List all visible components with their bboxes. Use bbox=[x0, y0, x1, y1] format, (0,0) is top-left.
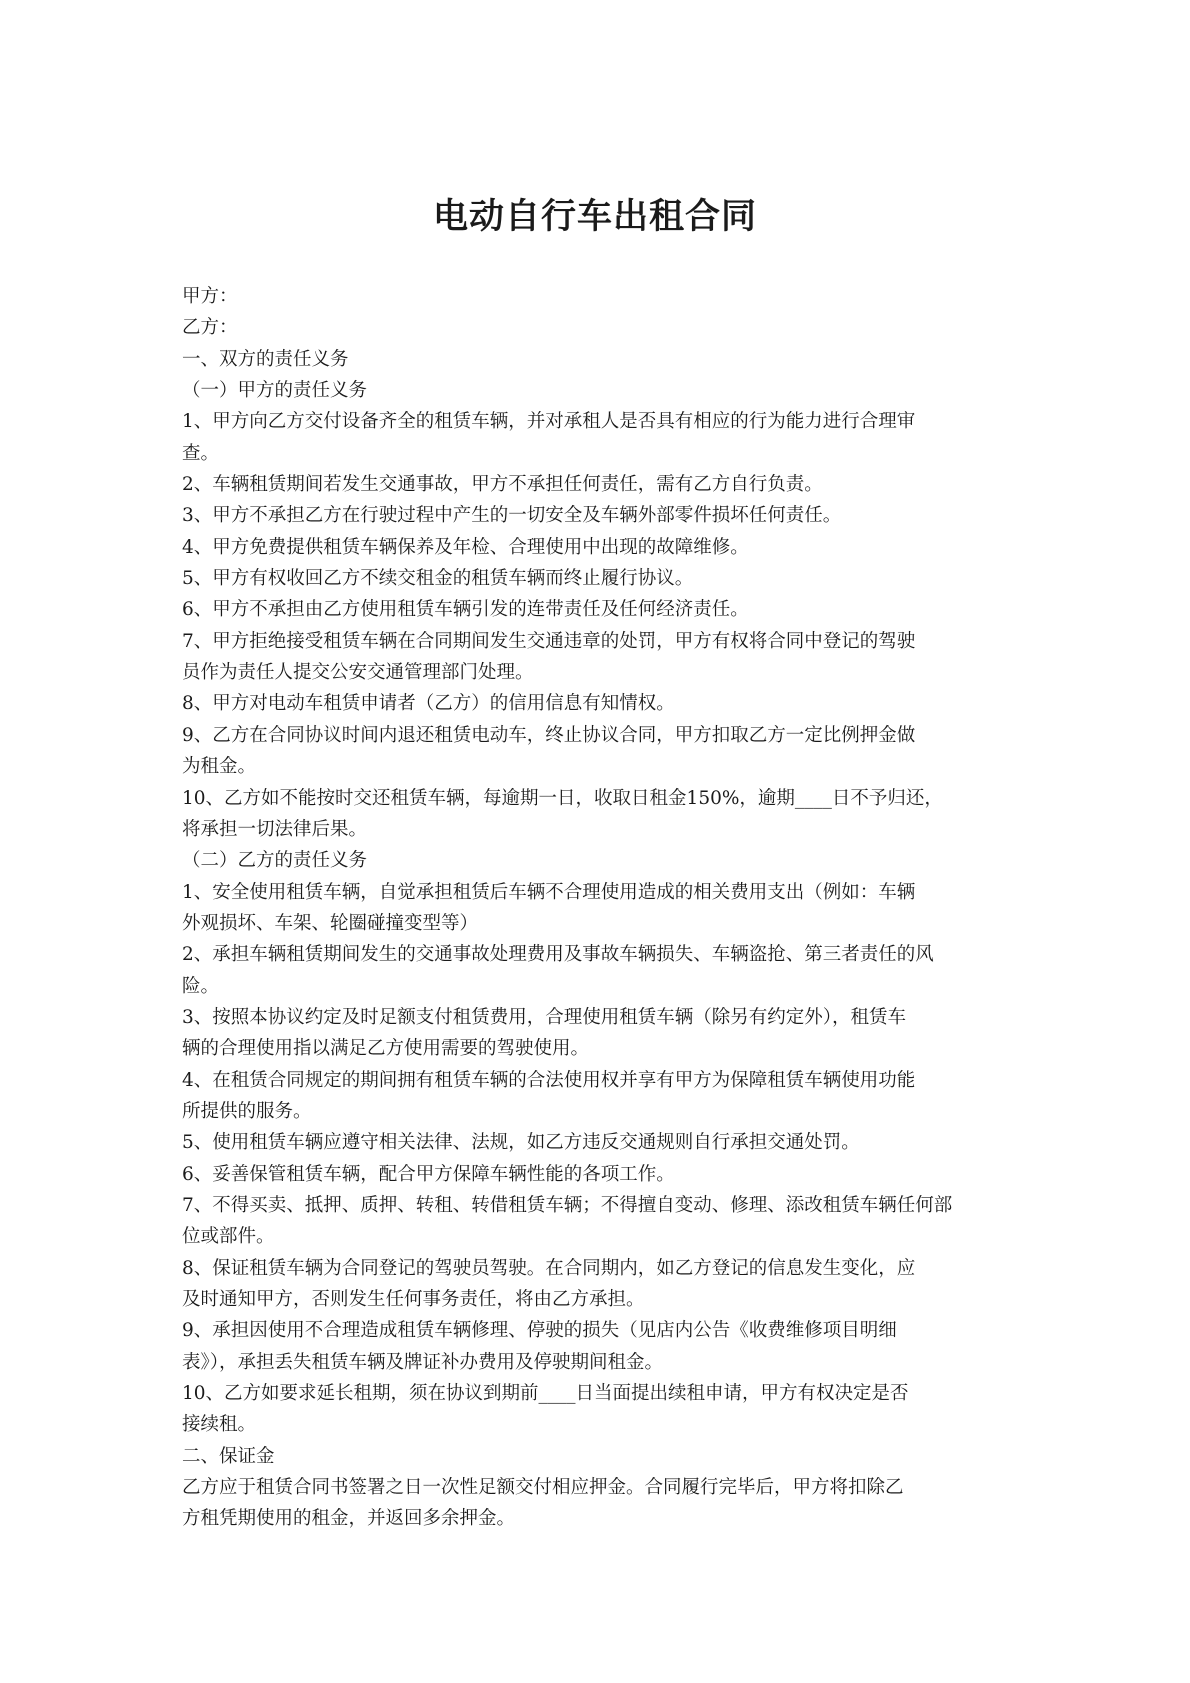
clause-line: 9、承担因使用不合理造成租赁车辆修理、停驶的损失（见店内公告《收费维修项目明细 bbox=[182, 1320, 897, 1342]
section-heading: 二、保证金 bbox=[182, 1445, 275, 1467]
clause-line: 1、安全使用租赁车辆，自觉承担租赁后车辆不合理使用造成的相关费用支出（例如：车辆 bbox=[182, 881, 916, 903]
clause-line: 7、甲方拒绝接受租赁车辆在合同期间发生交通违章的处罚，甲方有权将合同中登记的驾驶 bbox=[182, 630, 916, 652]
clause-line: 接续租。 bbox=[182, 1414, 257, 1436]
clause-line: 8、甲方对电动车租赁申请者（乙方）的信用信息有知情权。 bbox=[182, 693, 675, 715]
subsection-heading: （二）乙方的责任义务 bbox=[182, 850, 368, 872]
clause-line: 外观损坏、车架、轮圈碰撞变型等） bbox=[182, 912, 479, 934]
clause-line: 将承担一切法律后果。 bbox=[182, 818, 368, 840]
clause-line: 3、按照本协议约定及时足额支付租赁费用，合理使用租赁车辆（除另有约定外），租赁车 bbox=[182, 1006, 907, 1028]
clause-line: 1、甲方向乙方交付设备齐全的租赁车辆，并对承租人是否具有相应的行为能力进行合理审 bbox=[182, 411, 916, 433]
clause-line: 员作为责任人提交公安交通管理部门处理。 bbox=[182, 662, 534, 684]
clause-line: 9、乙方在合同协议时间内退还租赁电动车，终止协议合同，甲方扣取乙方一定比例押金做 bbox=[182, 724, 916, 746]
clause-line: 位或部件。 bbox=[182, 1226, 275, 1248]
clause-line: 4、甲方免费提供租赁车辆保养及年检、合理使用中出现的故障维修。 bbox=[182, 536, 749, 558]
document-body bbox=[182, 281, 1020, 1535]
clause-line: 及时通知甲方，否则发生任何事务责任，将由乙方承担。 bbox=[182, 1289, 645, 1310]
clause-line: 为租金。 bbox=[182, 756, 257, 778]
clause-line: 2、承担车辆租赁期间发生的交通事故处理费用及事故车辆损失、车辆盗抢、第三者责任的风 bbox=[182, 944, 934, 966]
clause-line: 3、甲方不承担乙方在行驶过程中产生的一切安全及车辆外部零件损坏任何责任。 bbox=[182, 505, 842, 527]
clause-line: 方租凭期使用的租金，并返回多余押金。 bbox=[182, 1508, 516, 1530]
clause-line: 险。 bbox=[182, 975, 220, 997]
party-a-line: 甲方： bbox=[182, 286, 238, 307]
clause-line: 查。 bbox=[182, 442, 220, 464]
clause-line: 辆的合理使用指以满足乙方使用需要的驾驶使用。 bbox=[182, 1038, 590, 1060]
clause-line: 表》），承担丢失租赁车辆及牌证补办费用及停驶期间租金。 bbox=[182, 1351, 664, 1373]
clause-line: 5、使用租赁车辆应遵守相关法律、法规，如乙方违反交通规则自行承担交通处罚。 bbox=[182, 1132, 860, 1154]
document-title: 电动自行车出租合同 bbox=[432, 197, 757, 237]
clause-line: 乙方应于租赁合同书签署之日一次性足额交付相应押金。合同履行完毕后，甲方将扣除乙 bbox=[182, 1477, 904, 1499]
subsection-heading: （一）甲方的责任义务 bbox=[182, 380, 368, 402]
clause-line: 8、保证租赁车辆为合同登记的驾驶员驾驶。在合同期内，如乙方登记的信息发生变化，应 bbox=[182, 1257, 916, 1279]
clause-line: 4、在租赁合同规定的期间拥有租赁车辆的合法使用权并享有甲方为保障租赁车辆使用功能 bbox=[182, 1069, 916, 1091]
clause-line: 5、甲方有权收回乙方不续交租金的租赁车辆而终止履行协议。 bbox=[182, 568, 694, 590]
section-heading: 一、双方的责任义务 bbox=[182, 348, 349, 370]
party-b-line: 乙方： bbox=[182, 317, 238, 339]
clause-line: 6、甲方不承担由乙方使用租赁车辆引发的连带责任及任何经济责任。 bbox=[182, 599, 749, 621]
clause-line: 6、妥善保管租赁车辆，配合甲方保障车辆性能的各项工作。 bbox=[182, 1163, 675, 1185]
clause-line: 10、乙方如要求延长租期，须在协议到期前____日当面提出续租申请，甲方有权决定是否 bbox=[182, 1383, 909, 1405]
clause-line: 10、乙方如不能按时交还租赁车辆，每逾期一日，收取日租金150%，逾期____日不予归还， bbox=[182, 787, 943, 809]
clause-line: 所提供的服务。 bbox=[182, 1100, 312, 1122]
clause-line: 7、不得买卖、抵押、质押、转租、转借租赁车辆；不得擅自变动、修理、添改租赁车辆任何部 bbox=[182, 1194, 953, 1216]
clause-line: 2、车辆租赁期间若发生交通事故，甲方不承担任何责任，需有乙方自行负责。 bbox=[182, 474, 823, 496]
